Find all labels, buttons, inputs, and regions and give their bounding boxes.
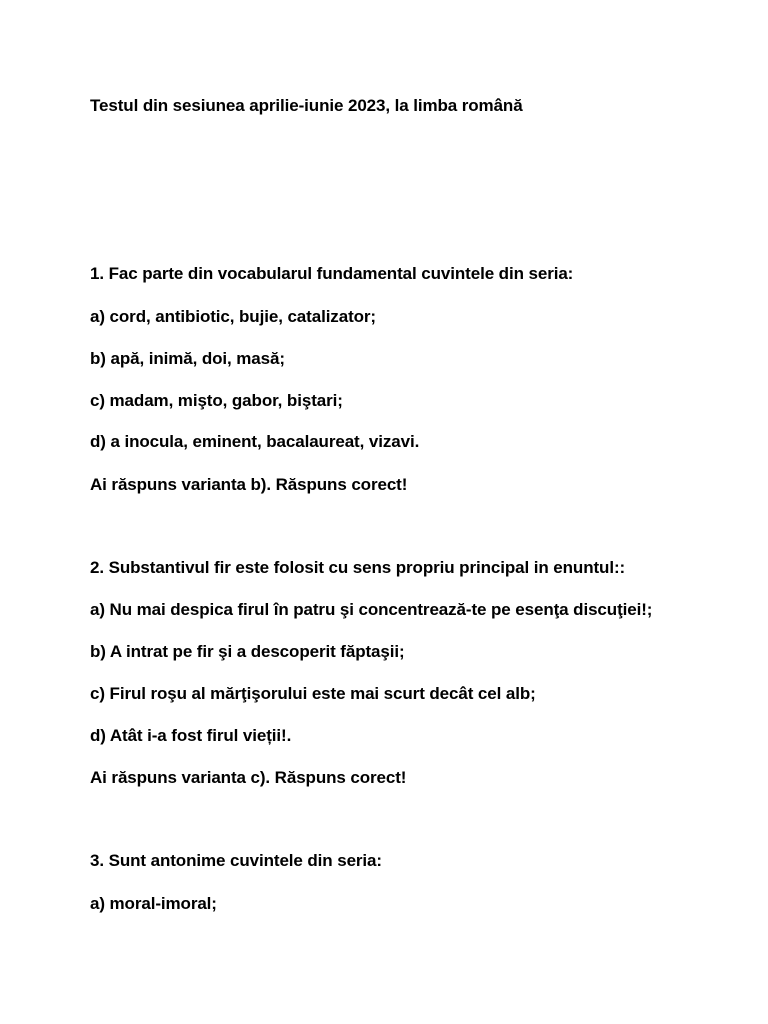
question-3-option-a: a) moral-imoral; xyxy=(90,894,217,913)
question-1-option-c: c) madam, mişto, gabor, biştari; xyxy=(90,391,343,410)
question-2-option-b: b) A intrat pe fir şi a descoperit făptaşii; xyxy=(90,642,405,661)
question-1-feedback: Ai răspuns varianta b). Răspuns corect! xyxy=(90,475,408,494)
question-2-option-a: a) Nu mai despica firul în patru şi concentrează-te pe esenţa discuţiei!; xyxy=(90,600,653,619)
question-2-option-d: d) Atât i-a fost firul vieții!. xyxy=(90,726,292,745)
question-2-feedback: Ai răspuns varianta c). Răspuns corect! xyxy=(90,768,407,787)
question-2-text: 2. Substantivul fir este folosit cu sens propriu principal in enuntul:: xyxy=(90,558,626,577)
document-title: Testul din sesiunea aprilie-iunie 2023, la limba română xyxy=(90,96,523,115)
question-1-text: 1. Fac parte din vocabularul fundamental cuvintele din seria: xyxy=(90,264,574,283)
question-1-option-d: d) a inocula, eminent, bacalaureat, vizavi. xyxy=(90,432,420,451)
question-1-option-b: b) apă, inimă, doi, masă; xyxy=(90,349,285,368)
question-2-option-c: c) Firul roşu al mărţişorului este mai scurt decât cel alb; xyxy=(90,684,536,703)
question-3-text: 3. Sunt antonime cuvintele din seria: xyxy=(90,851,382,870)
question-1-option-a: a) cord, antibiotic, bujie, catalizator; xyxy=(90,307,376,326)
